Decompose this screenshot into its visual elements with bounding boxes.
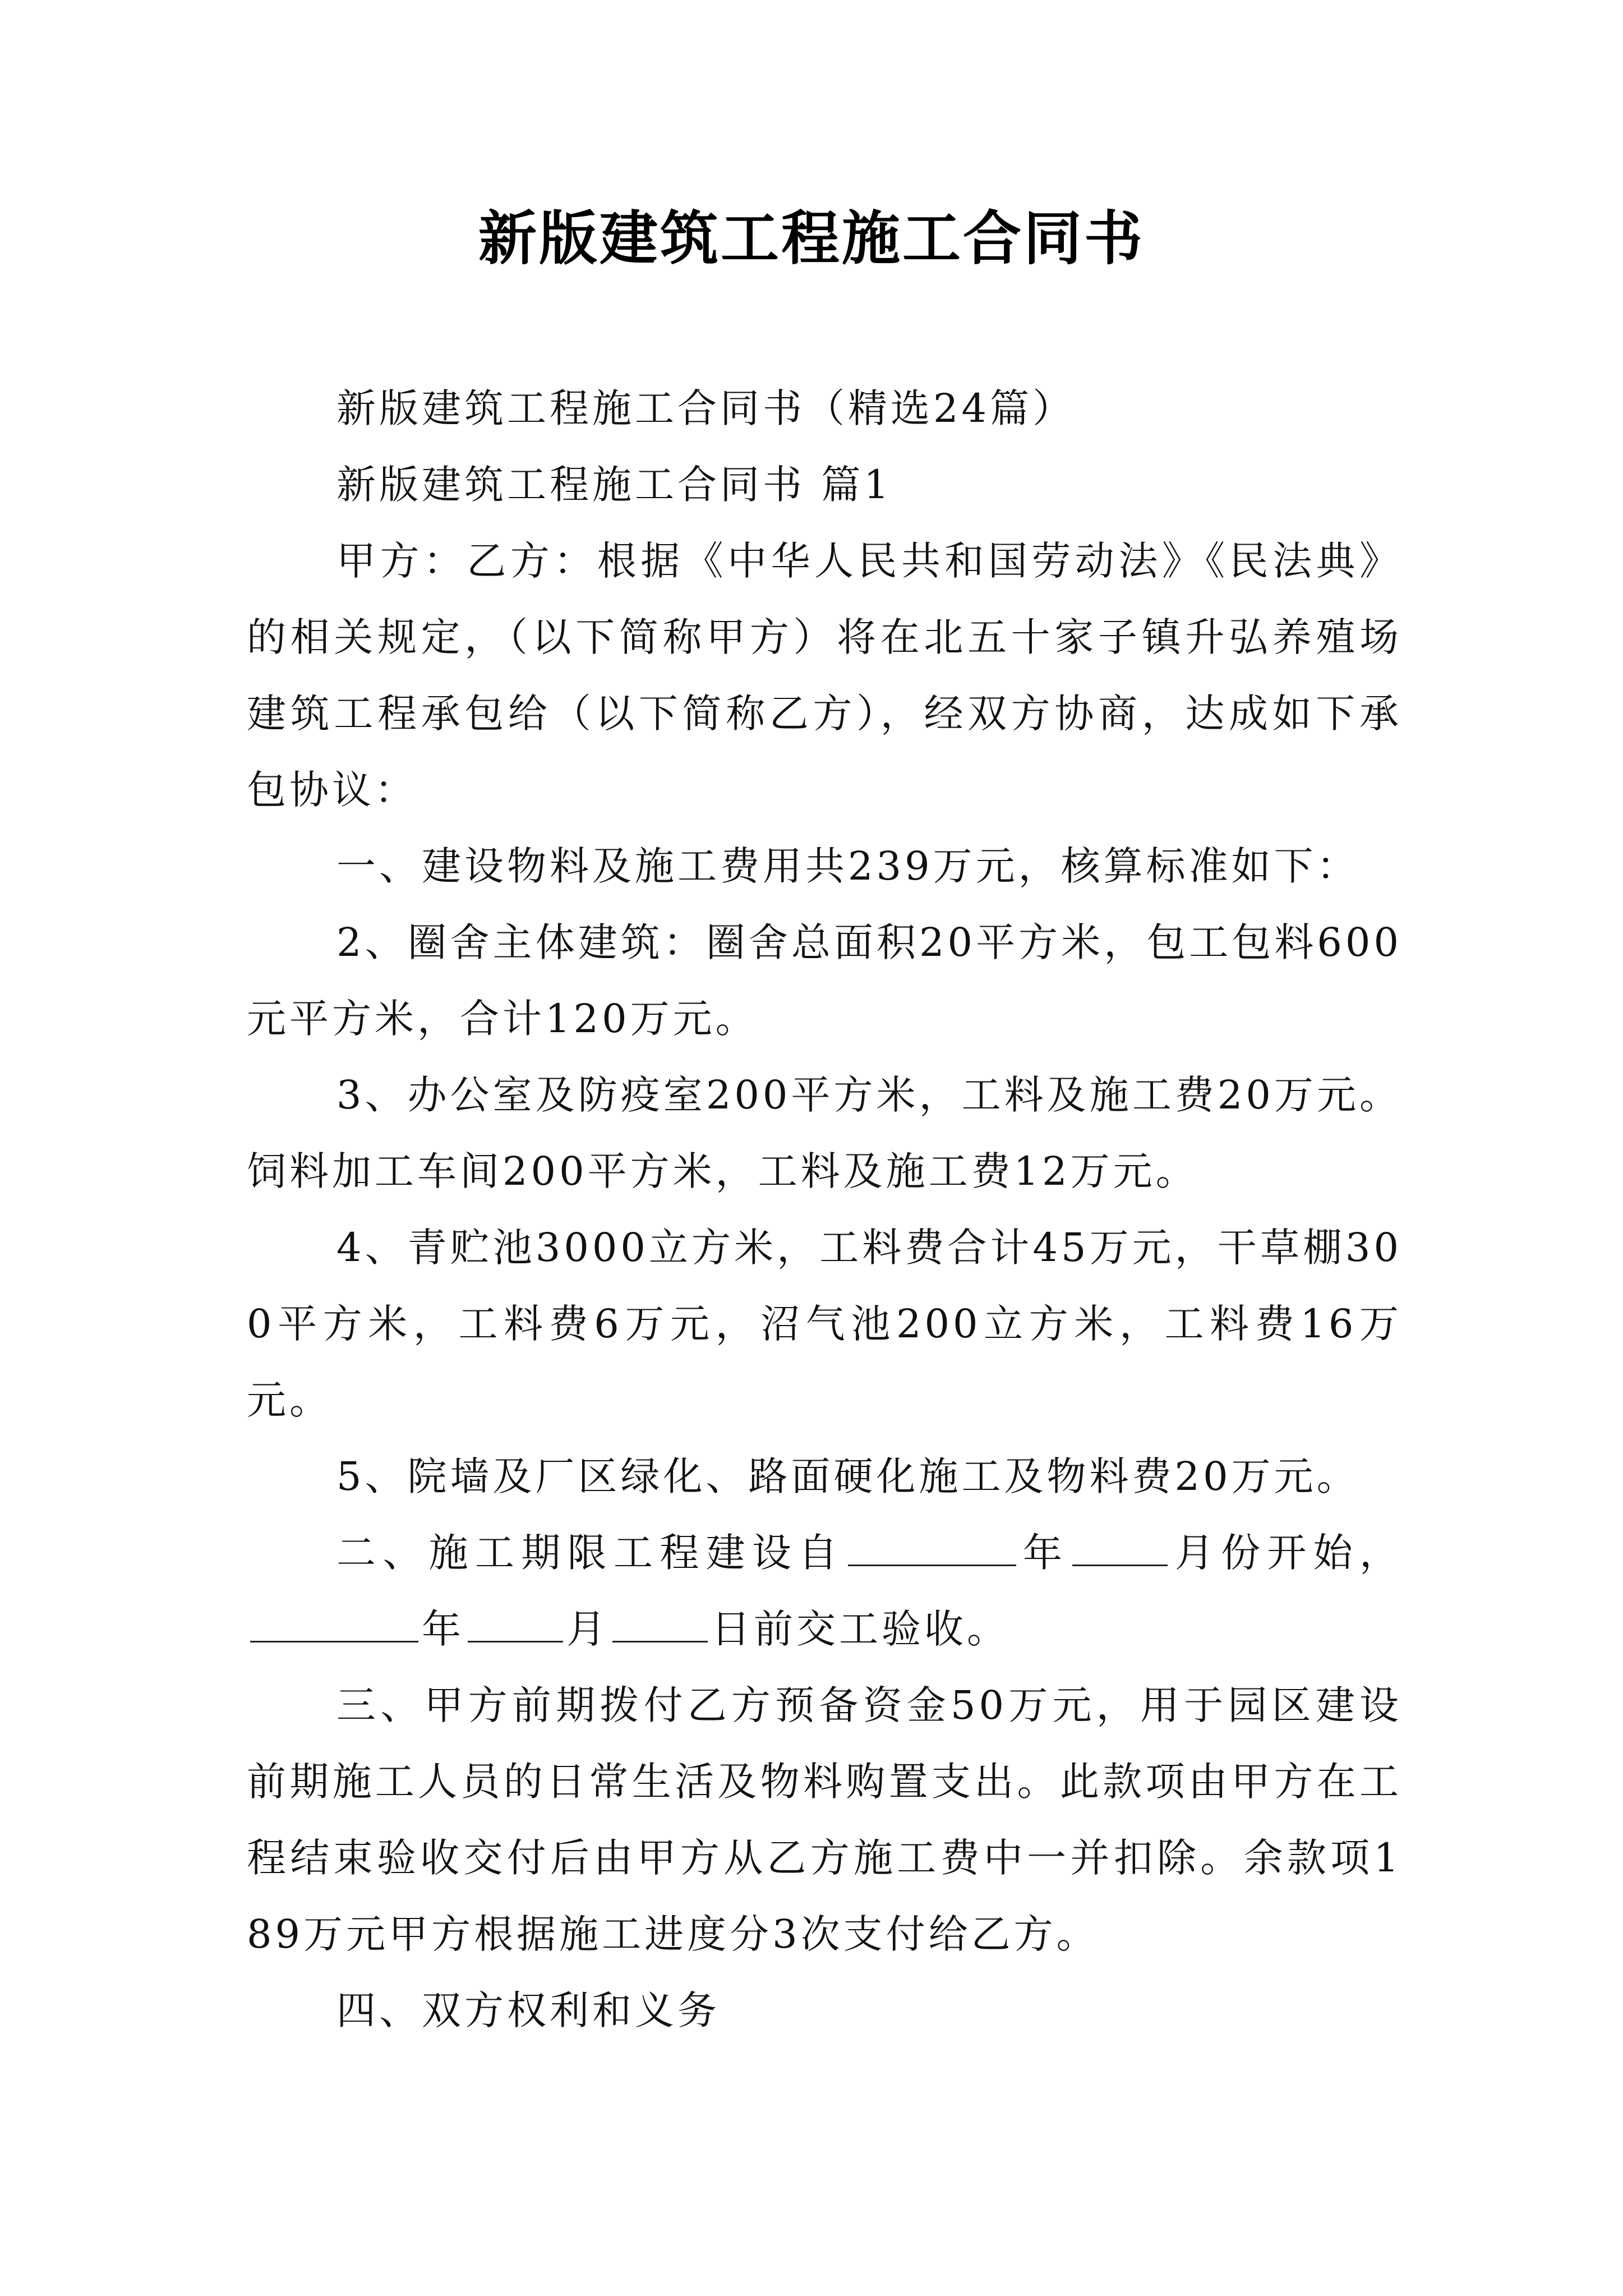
paragraph-clause-3: 三、甲方前期拨付乙方预备资金50万元，用于园区建设前期施工人员的日常生活及物料购置支出。此款项由甲方在工程结束验收交付后由甲方从乙方施工费中一并扣除。余款项189万元甲方根据施工进度分3次支付给乙方。: [247, 1682, 1402, 1957]
blank-end-month: [468, 1640, 563, 1642]
paragraph-subtitle: 新版建筑工程施工合同书（精选24篇）: [336, 385, 1076, 431]
paragraph-clause-2-schedule: [247, 1515, 1402, 1667]
paragraph-item-2: 2、圈舍主体建筑：圈舍总面积20平方米，包工包料600元平方米，合计120万元。: [247, 919, 1402, 1042]
schedule-prefix: 二、施工期限工程建设自: [336, 1530, 845, 1576]
schedule-month-start-label: 月份开始，: [1171, 1530, 1403, 1576]
schedule-suffix: 日前交工验收。: [711, 1606, 1009, 1652]
paragraph-section-heading: 新版建筑工程施工合同书 篇1: [336, 462, 892, 508]
schedule-year-label: 年: [1019, 1530, 1069, 1576]
blank-start-year: [848, 1564, 1016, 1566]
schedule-month2-label: 月: [566, 1606, 609, 1652]
blank-start-month: [1072, 1564, 1168, 1566]
paragraph-clause-1: 一、建设物料及施工费用共239万元，核算标准如下：: [336, 843, 1359, 889]
blank-end-year: [250, 1640, 418, 1642]
paragraph-item-4: 4、青贮池3000立方米，工料费合计45万元，干草棚300平方米，工料费6万元，沼气池200立方米，工料费16万元。: [247, 1225, 1402, 1423]
schedule-year2-label: 年: [422, 1606, 464, 1652]
blank-end-day: [612, 1640, 708, 1642]
document-body: [247, 370, 1402, 2049]
document-title: 新版建筑工程施工合同书: [478, 204, 1145, 273]
paragraph-clause-4: 四、双方权利和义务: [336, 1987, 720, 2033]
paragraph-item-3: 3、办公室及防疫室200平方米，工料及施工费20万元。饲料加工车间200平方米，工料及施工费12万元。: [247, 1072, 1402, 1194]
paragraph-item-5: 5、院墙及厂区绿化、路面硬化施工及物料费20万元。: [336, 1453, 1359, 1499]
paragraph-parties: 甲方：乙方：根据《中华人民共和国劳动法》《民法典》的相关规定，（以下简称甲方）将在北五十家子镇升弘养殖场建筑工程承包给（以下简称乙方），经双方协商，达成如下承包协议：: [247, 538, 1402, 813]
